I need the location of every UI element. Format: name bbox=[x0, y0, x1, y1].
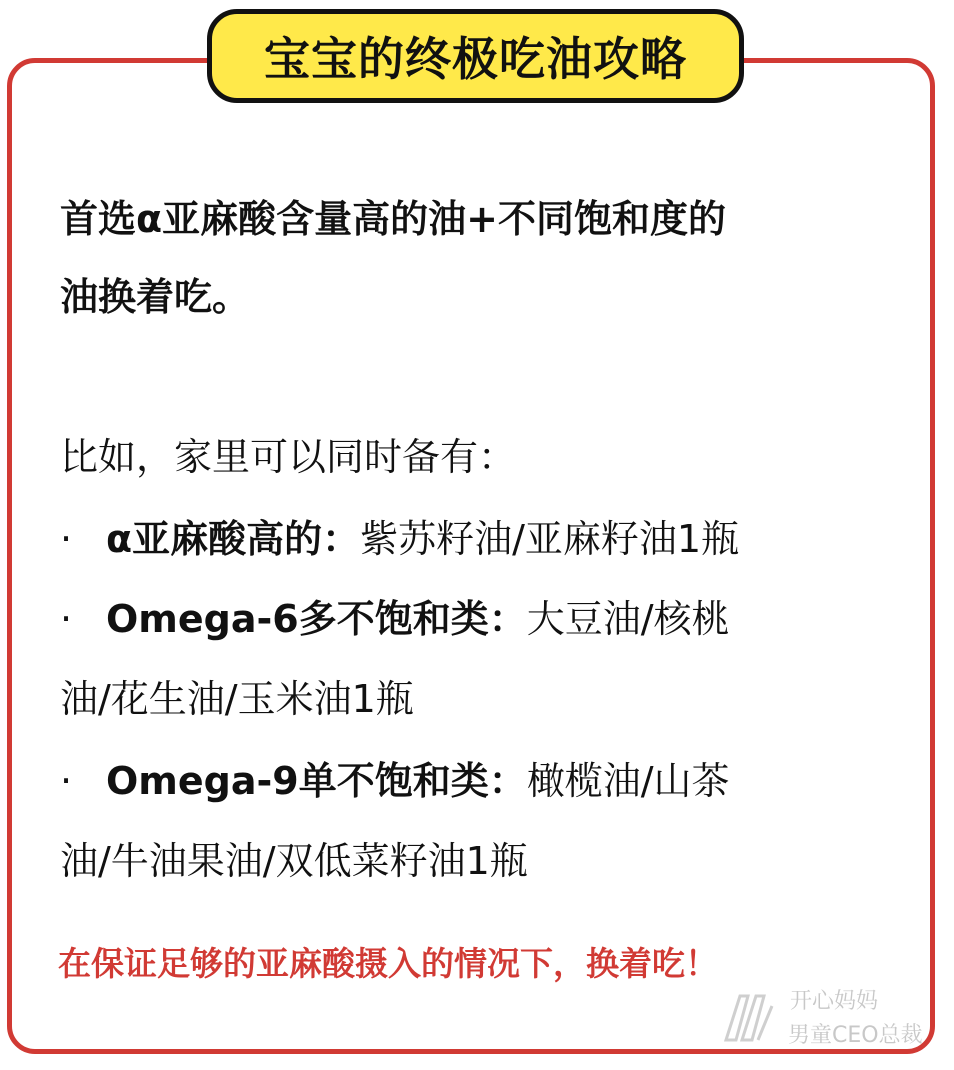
item-value-continued: 油/花生油/玉米油1瓶 bbox=[60, 677, 414, 721]
example-heading: 比如，家里可以同时备有： bbox=[60, 435, 517, 479]
item-value: 紫苏籽油/亚麻籽油1瓶 bbox=[360, 517, 740, 561]
warning-note: 在保证足够的亚麻酸摄入的情况下，换着吃！ bbox=[58, 944, 718, 983]
bullet: · bbox=[60, 597, 73, 641]
item-label: Omega-6多不饱和类： bbox=[106, 597, 527, 641]
item-value: 橄榄油/山茶 bbox=[526, 759, 730, 803]
watermark-line-1: 开心妈妈 bbox=[790, 989, 879, 1014]
bullet: · bbox=[60, 517, 73, 561]
list-item bbox=[60, 588, 730, 643]
watermark-logo-icon bbox=[718, 988, 780, 1046]
intro-line-2: 油换着吃。 bbox=[60, 275, 251, 319]
page-title-text: 宝宝的终极吃油攻略 bbox=[264, 32, 687, 86]
list-item bbox=[60, 750, 730, 805]
item-label: Omega-9单不饱和类： bbox=[106, 759, 527, 803]
bullet: · bbox=[60, 759, 73, 803]
watermark bbox=[718, 984, 948, 1054]
list-item bbox=[60, 508, 739, 563]
item-value-continued: 油/牛油果油/双低菜籽油1瓶 bbox=[60, 839, 528, 883]
item-value: 大豆油/核桃 bbox=[526, 597, 730, 641]
intro-line-1: 首选α亚麻酸含量高的油+不同饱和度的 bbox=[60, 197, 726, 241]
watermark-line-2: 男童CEO总裁 bbox=[788, 1023, 923, 1048]
item-label: α亚麻酸高的： bbox=[106, 517, 361, 561]
page-title bbox=[207, 9, 744, 103]
